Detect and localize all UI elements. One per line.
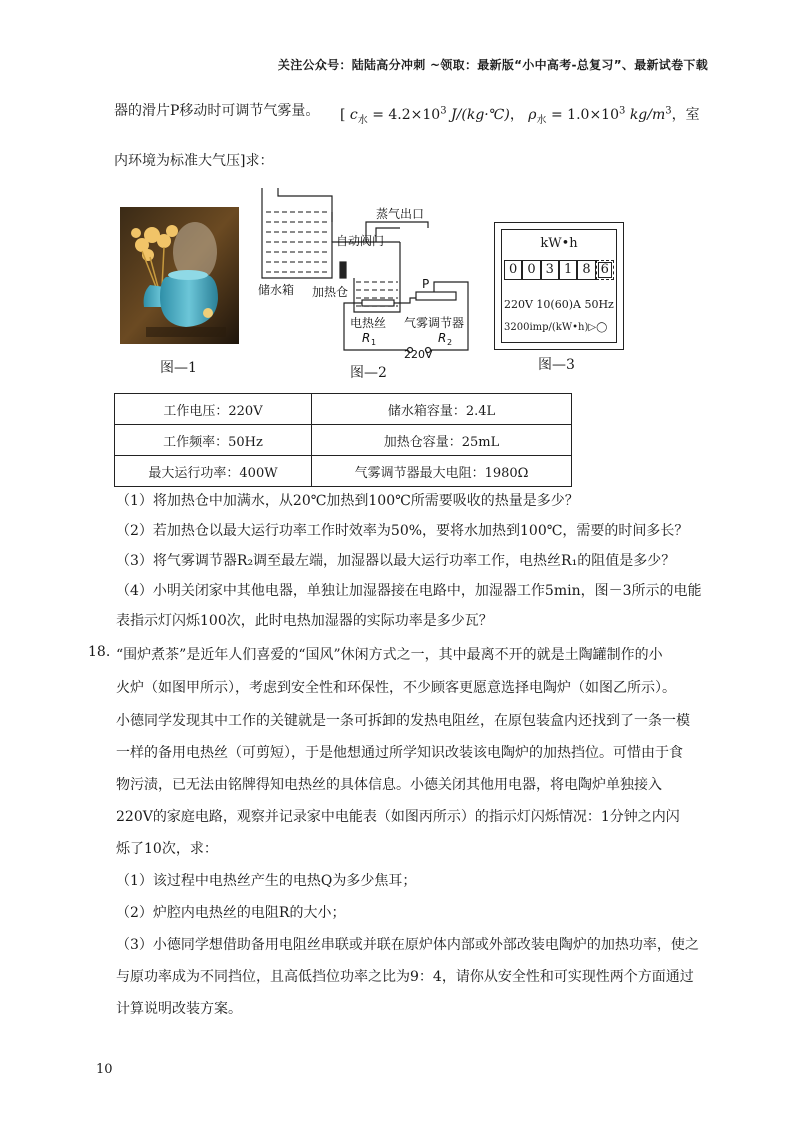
humidifier-photo-illustration <box>120 207 239 344</box>
q17-sub-2: （2）若加热仓以最大运行功率工作时效率为50%，要将水加热到100℃，需要的时间多长？ <box>116 523 689 539</box>
q18-line: 一样的备用电热丝（可剪短），于是他想通过所学知识改装该电陶炉的加热挡位。可惜由于食 <box>116 745 683 761</box>
meter-digit: 3 <box>541 260 559 280</box>
label-voltage: 220V <box>404 348 433 360</box>
page-number: 10 <box>96 1062 113 1077</box>
figure-2-caption: 图—2 <box>350 365 387 381</box>
humidifier-circuit-diagram <box>258 182 480 360</box>
intro-line-2: 内环境为标准大气压]求： <box>114 153 274 169</box>
meter-digit: 1 <box>559 260 577 280</box>
q18-line: 220V的家庭电路，观察并记录家中电能表（如图丙所示）的指示灯闪烁情况：1分钟之内闪 <box>116 809 680 825</box>
label-heater-wire: 电热丝 <box>350 316 387 330</box>
figure-3-energy-meter <box>494 222 624 350</box>
table-cell: 工作电压：220V <box>115 394 312 425</box>
intro-line-1: 器的滑片P移动时可调节气雾量。 <box>114 103 320 119</box>
label-r1-subscript: 1 <box>371 338 377 347</box>
q18-line: 火炉（如图甲所示），考虑到安全性和环保性，不少顾客更愿意选择电陶炉（如图乙所示）。 <box>116 680 676 696</box>
figure-1-photo <box>120 207 239 344</box>
math-rho-unit: kg/m <box>629 107 666 123</box>
meter-digit: 0 <box>504 260 522 280</box>
q18-line: “围炉煮茶”是近年人们喜爱的“国风”休闲方式之一，其中最离不开的就是土陶罐制作的小 <box>116 647 663 663</box>
constants-formula: [ $c_水 = 4.2\times 10^3$ J/(kg·℃)， $\rho_水 = 1.0\times 10^3$ $kg/m^3$，室 <box>340 105 700 126</box>
q18-line: 小德同学发现其中工作的关键就是一条可拆卸的发热电阻丝，在原包装盒内还找到了一条一模 <box>116 713 690 729</box>
question-number-18: 18. <box>88 644 111 660</box>
figure-1-caption: 图—1 <box>160 360 197 376</box>
table-cell: 气雾调节器最大电阻：1980Ω <box>312 456 572 487</box>
math-c-value: = 4.2×10 <box>372 107 441 123</box>
label-r1: R <box>362 331 371 345</box>
q17-sub-1: （1）将加热仓中加满水，从20℃加热到100℃所需要吸收的热量是多少？ <box>116 493 579 509</box>
q18-sub-3: （3）小德同学想借助备用电阻丝串联或并联在原炉体内部或外部改装电陶炉的加热功率，使之 <box>116 937 699 953</box>
meter-unit: kW•h <box>540 236 578 251</box>
label-regulator: 气雾调节器 <box>404 316 465 330</box>
table-cell: 工作频率：50Hz <box>115 425 312 456</box>
label-slider: P <box>422 277 430 291</box>
q18-sub-2: （2）炉腔内电热丝的电阻R的大小； <box>116 905 346 921</box>
meter-imp: 3200imp/(kW•h)▷◯ <box>504 322 608 333</box>
label-auto-valve: 自动阀门 <box>336 234 385 248</box>
table-cell: 加热仓容量：25mL <box>312 425 572 456</box>
math-tail: 室 <box>685 107 700 123</box>
math-c-symbol: c <box>349 107 358 123</box>
meter-digit: 8 <box>577 260 595 280</box>
meter-inner-frame <box>501 229 617 343</box>
meter-digit-decimal: 6 <box>596 260 614 280</box>
figure-3-caption: 图—3 <box>538 357 575 373</box>
meter-digits <box>504 260 614 280</box>
q17-sub-4: （4）小明关闭家中其他电器，单独让加湿器接在电路中，加湿器工作5min，图－3所示的电能 <box>116 583 702 599</box>
q18-sub-3-cont: 计算说明改装方案。 <box>116 1001 242 1017</box>
table-cell: 最大运行功率：400W <box>115 456 312 487</box>
q18-line: 物污渍，已无法由铭牌得知电热丝的具体信息。小德关闭其他用电器，将电陶炉单独接入 <box>116 777 662 793</box>
q18-line: 烁了10次，求： <box>116 841 218 857</box>
math-rho-value: = 1.0×10 <box>551 107 619 123</box>
q17-sub-3: （3）将气雾调节器R₂调至最左端，加湿器以最大运行功率工作，电热丝R₁的阻值是多少？ <box>116 553 676 569</box>
spec-table <box>114 393 572 487</box>
figure-2-schematic <box>258 182 480 360</box>
q17-sub-4-cont: 表指示灯闪烁100次，此时电热加湿器的实际功率是多少瓦？ <box>116 613 493 629</box>
table-row <box>115 456 572 487</box>
meter-digit: 0 <box>522 260 540 280</box>
label-r2-subscript: 2 <box>447 338 453 347</box>
table-row <box>115 394 572 425</box>
meter-spec: 220V 10(60)A 50Hz <box>504 298 614 311</box>
label-r2: R <box>438 331 447 345</box>
table-cell: 储水箱容量：2.4L <box>312 394 572 425</box>
label-steam-outlet: 蒸气出口 <box>376 207 425 221</box>
math-c-unit: J/(kg·℃) <box>451 107 510 123</box>
label-tank: 储水箱 <box>258 283 295 297</box>
table-row <box>115 425 572 456</box>
q18-sub-3-cont: 与原功率成为不同挡位，且高低挡位功率之比为9：4，请你从安全性和可实现性两个方面通过 <box>116 969 694 985</box>
q18-sub-1: （1）该过程中电热丝产生的电热Q为多少焦耳； <box>116 873 417 889</box>
page-header: 关注公众号：陆陆高分冲刺 ~领取：最新版“小中高考-总复习”、最新试卷下载 <box>277 58 708 72</box>
label-heating-chamber: 加热仓 <box>312 285 349 299</box>
